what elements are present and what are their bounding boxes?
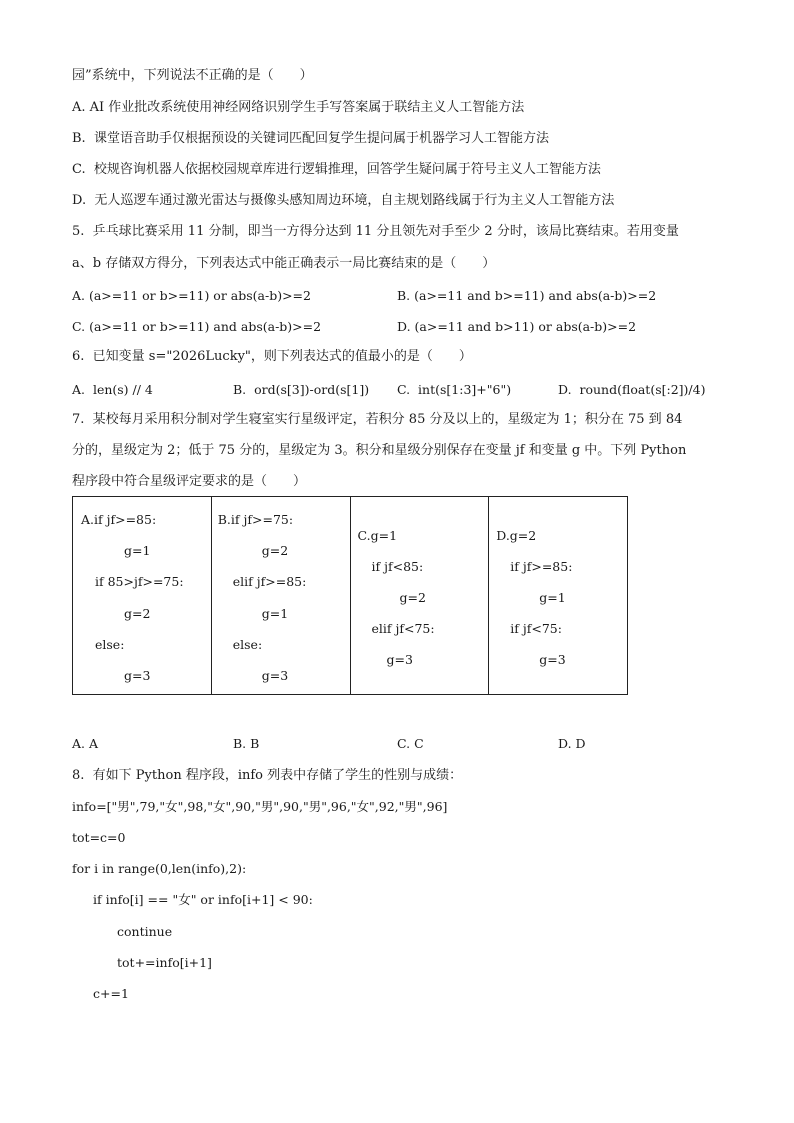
code-line: g=3 [124,668,151,683]
q4-option-d: D. 无人巡逻车通过激光雷达与摄像头感知周边环境，自主规划路线属于行为主义人工智能方法 [72,193,615,208]
q8-code-line-3: for i in range(0,len(info),2): [72,861,247,876]
q4-option-c: C. 校规咨询机器人依据校园规章库进行逻辑推理，回答学生疑问属于符号主义人工智能方法 [72,162,601,177]
q7-code-table [72,496,628,695]
code-line: g=3 [386,652,413,667]
code-line: g=2 [399,590,426,605]
q4-stem-tail: 园”系统中，下列说法不正确的是（ ） [72,68,313,83]
q7-stem-line3: 程序段中符合星级评定要求的是（ ） [72,474,307,489]
code-line: g=2 [261,543,289,558]
code-line: elif jf<75: [371,621,435,636]
q5-stem-line1: 5. 乒乓球比赛采用 11 分制，即当一方得分达到 11 分且领先对手至少 2 分时，该局比赛结束。若用变量 [72,224,679,239]
code-line: elif jf>=85: [232,574,307,589]
code-line: g=3 [261,668,289,683]
code-line: if jf<75: [510,621,562,636]
code-line: g=1 [124,543,151,558]
q7-option-c: C. C [397,736,424,751]
q5-option-d: D. (a>=11 and b>11) or abs(a-b)>=2 [397,319,637,334]
q7-code-cell-b [211,497,350,695]
q7-code-cell-d [489,497,628,695]
q6-stem: 6. 已知变量 s="2026Lucky"，则下列表达式的值最小的是（ ） [72,349,472,364]
q6-option-d: D. round(float(s[:2])/4) [558,382,706,397]
q8-code-line-4: if info[i] == "女" or info[i+1] < 90: [93,892,313,907]
q5-option-c: C. (a>=11 or b>=11) and abs(a-b)>=2 [72,319,322,334]
q5-stem-line2: a、b 存储双方得分，下列表达式中能正确表示一局比赛结束的是（ ） [72,256,496,271]
q6-option-c: C. int(s[1:3]+"6") [397,382,512,397]
q8-code-line-7: c+=1 [93,986,129,1001]
q7-option-a: A. A [72,736,99,751]
code-line: else: [232,637,263,652]
q6-option-b: B. ord(s[3])-ord(s[1]) [233,382,370,397]
code-line: g=2 [124,606,151,621]
q8-stem: 8. 有如下 Python 程序段，info 列表中存储了学生的性别与成绩： [72,768,463,783]
code-line: else: [95,637,125,652]
q7-code-cell-a [73,497,212,695]
q5-option-a: A. (a>=11 or b>=11) or abs(a-b)>=2 [72,288,311,303]
q8-code-line-6: tot+=info[i+1] [117,955,212,970]
q7-option-d: D. D [558,736,586,751]
code-line: A.if jf>=85: [81,512,157,527]
code-line: g=1 [539,590,566,605]
q7-stem-line1: 7. 某校每月采用积分制对学生寝室实行星级评定，若积分 85 分及以上的，星级定为 1；积分在 75 到 84 [72,412,683,427]
code-line: if jf>=85: [510,559,573,574]
q6-option-a: A. len(s) // 4 [72,382,153,397]
q8-code-line-1: info=["男",79,"女",98,"女",90,"男",90,"男",96,"女",92,"男",96] [72,799,448,814]
q7-option-b: B. B [233,736,260,751]
q8-code-line-2: tot=c=0 [72,830,126,845]
q4-option-a: A. AI 作业批改系统使用神经网络识别学生手写答案属于联结主义人工智能方法 [72,100,525,115]
code-line: D.g=2 [496,528,537,543]
code-line: if 85>jf>=75: [95,574,184,589]
q7-code-cell-c [350,497,489,695]
q7-stem-line2: 分的，星级定为 2；低于 75 分的，星级定为 3。积分和星级分别保存在变量 jf 和变量 g 中。下列 Python [72,443,687,458]
code-line: if jf<85: [371,559,424,574]
code-line: g=3 [539,652,566,667]
q4-option-b: B. 课堂语音助手仅根据预设的关键词匹配回复学生提问属于机器学习人工智能方法 [72,131,549,146]
code-line: B.if jf>=75: [217,512,294,527]
code-line: C.g=1 [357,528,398,543]
q8-code-line-5: continue [117,924,173,939]
code-line: g=1 [261,606,289,621]
q5-option-b: B. (a>=11 and b>=11) and abs(a-b)>=2 [397,288,657,303]
